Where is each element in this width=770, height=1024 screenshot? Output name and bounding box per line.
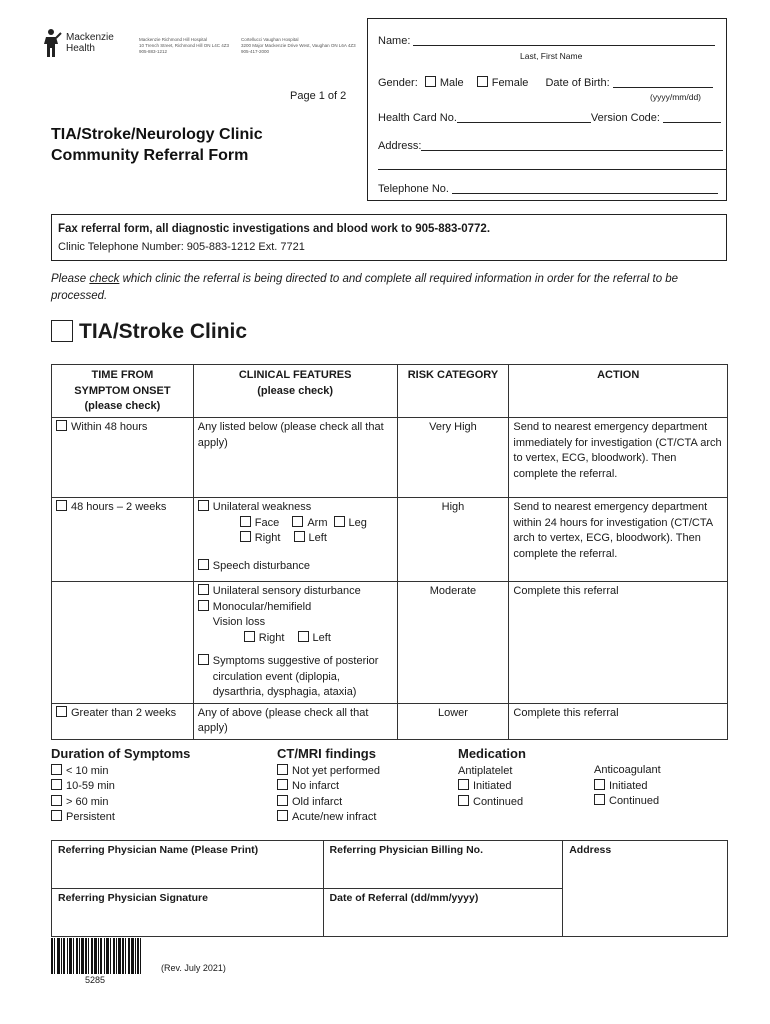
page-number: Page 1 of 2 bbox=[290, 90, 347, 102]
action-very-high: Send to nearest emergency department immediately for investigation (CT/CTA arch to vertex, ECG, bloodwork). Then complete the referral. bbox=[509, 418, 728, 498]
version-code-field[interactable] bbox=[663, 112, 721, 123]
fax-info-box bbox=[51, 214, 727, 261]
arm-checkbox[interactable] bbox=[292, 516, 303, 527]
address-field-2[interactable] bbox=[378, 159, 726, 170]
telephone-field[interactable] bbox=[452, 183, 718, 194]
weakness-right-checkbox[interactable] bbox=[240, 531, 251, 542]
face-checkbox[interactable] bbox=[240, 516, 251, 527]
dob-hint: (yyyy/mm/dd) bbox=[650, 92, 701, 102]
health-card-field[interactable] bbox=[457, 112, 591, 123]
anticoagulant-initiated-checkbox[interactable] bbox=[594, 779, 605, 790]
logo-figure-icon bbox=[44, 28, 62, 58]
tia-stroke-clinic-checkbox[interactable] bbox=[51, 320, 73, 342]
telephone-row: Telephone No. bbox=[378, 183, 718, 195]
clinical-any-listed: Any listed below (please check all that apply) bbox=[193, 418, 397, 498]
antiplatelet-initiated-checkbox[interactable] bbox=[458, 779, 469, 790]
duration-10-59-checkbox[interactable] bbox=[51, 779, 62, 790]
gender-row: Gender: Male Female Date of Birth: bbox=[378, 76, 713, 89]
no-infarct-checkbox[interactable] bbox=[277, 779, 288, 790]
monocular-checkbox[interactable] bbox=[198, 600, 209, 611]
greater-2-weeks-checkbox[interactable] bbox=[56, 706, 67, 717]
table-row: 48 hours – 2 weeks Unilateral weakness Face Arm Leg Right Left Speech disturbance High Send to nearest emergency department within 24 hours for investigation (CT/CTA arch to vertex, ECG, bloodwork). Then complete the referral. bbox=[52, 498, 728, 582]
logo-text: Mackenzie Health bbox=[66, 32, 114, 54]
speech-disturbance-checkbox[interactable] bbox=[198, 559, 209, 570]
anticoagulant-section: Anticoagulant Initiated Continued bbox=[594, 764, 661, 807]
fax-instruction: Fax referral form, all diagnostic investigations and blood work to 905-883-0772. bbox=[58, 223, 491, 235]
barcode-number: 5285 bbox=[85, 975, 106, 985]
48h-2weeks-checkbox[interactable] bbox=[56, 500, 67, 511]
hospital-address-1: Mackenzie Richmond Hill Hospital 10 Trench Street, Richmond Hill ON L4C 4Z3 905-883-1212 bbox=[139, 37, 230, 54]
action-lower: Complete this referral bbox=[509, 703, 728, 739]
risk-lower: Lower bbox=[397, 703, 509, 739]
action-moderate: Complete this referral bbox=[509, 582, 728, 704]
acute-infarct-checkbox[interactable] bbox=[277, 810, 288, 821]
medication-section: Medication Antiplatelet Initiated Continued bbox=[458, 746, 526, 808]
table-row: Greater than 2 weeks Any of above (please check all that apply) Lower Complete this referral bbox=[52, 703, 728, 739]
female-checkbox[interactable] bbox=[477, 76, 488, 87]
anticoagulant-continued-checkbox[interactable] bbox=[594, 794, 605, 805]
instruction-text: Please check which clinic the referral is being directed to and complete all required information in order for the referral to be processed. bbox=[51, 273, 679, 302]
address-row: Address: bbox=[378, 140, 723, 152]
hospital-address-2: Cortellucci Vaughan Hospital 3200 Major Mackenzie Drive West, Vaughan ON L6A 4Z3 905-417-2000 bbox=[241, 37, 356, 54]
risk-very-high: Very High bbox=[397, 418, 509, 498]
within-48-hours-checkbox[interactable] bbox=[56, 420, 67, 431]
revision-date: (Rev. July 2021) bbox=[161, 963, 226, 973]
duration-section: Duration of Symptoms < 10 min 10-59 min > 60 min Persistent bbox=[51, 746, 191, 823]
sensory-disturbance-checkbox[interactable] bbox=[198, 584, 209, 595]
old-infarct-checkbox[interactable] bbox=[277, 795, 288, 806]
form-title: TIA/Stroke/Neurology Clinic Community Referral Form bbox=[51, 126, 263, 164]
duration-persistent-checkbox[interactable] bbox=[51, 810, 62, 821]
name-hint: Last, First Name bbox=[520, 51, 583, 61]
header-clinical: CLINICAL FEATURES (please check) bbox=[193, 365, 397, 418]
duration-gt60-checkbox[interactable] bbox=[51, 795, 62, 806]
physician-table bbox=[51, 840, 728, 937]
duration-lt10-checkbox[interactable] bbox=[51, 764, 62, 775]
health-card-row: Health Card No. Version Code: bbox=[378, 112, 721, 124]
table-row: Unilateral sensory disturbance Monocular/hemifield Vision loss Right Left Symptoms suggestive of posterior circulation event (diplopia, dysarthria, dysphagia, ataxia) Moderate Complete this referral bbox=[52, 582, 728, 704]
physician-address-field[interactable]: Address bbox=[563, 841, 728, 937]
name-row: Name: bbox=[378, 35, 715, 47]
billing-number-field[interactable]: Referring Physician Billing No. bbox=[323, 841, 563, 889]
mackenzie-health-logo bbox=[44, 28, 144, 60]
dob-field[interactable] bbox=[613, 77, 713, 88]
action-high: Send to nearest emergency department within 24 hours for investigation (CT/CTA arch to vertex, ECG, bloodwork). Then complete the referral. bbox=[509, 498, 728, 582]
clinic-telephone: Clinic Telephone Number: 905-883-1212 Ext. 7721 bbox=[58, 241, 305, 253]
leg-checkbox[interactable] bbox=[334, 516, 345, 527]
address-line-2 bbox=[378, 159, 726, 171]
referral-date-field[interactable]: Date of Referral (dd/mm/yyyy) bbox=[323, 889, 563, 937]
ctmri-section: CT/MRI findings Not yet performed No infarct Old infarct Acute/new infract bbox=[277, 746, 381, 823]
patient-info-box bbox=[367, 18, 727, 201]
weakness-left-checkbox[interactable] bbox=[294, 531, 305, 542]
not-yet-performed-checkbox[interactable] bbox=[277, 764, 288, 775]
header-action: ACTION bbox=[509, 365, 728, 418]
header-time: TIME FROM SYMPTOM ONSET (please check) bbox=[52, 365, 194, 418]
physician-name-field[interactable]: Referring Physician Name (Please Print) bbox=[52, 841, 324, 889]
vision-right-checkbox[interactable] bbox=[244, 631, 255, 642]
address-field[interactable] bbox=[421, 140, 723, 151]
section-title: TIA/Stroke Clinic bbox=[51, 320, 247, 344]
physician-signature-field[interactable]: Referring Physician Signature bbox=[52, 889, 324, 937]
antiplatelet-continued-checkbox[interactable] bbox=[458, 795, 469, 806]
male-checkbox[interactable] bbox=[425, 76, 436, 87]
header-risk: RISK CATEGORY bbox=[397, 365, 509, 418]
clinical-any-above: Any of above (please check all that apply) bbox=[193, 703, 397, 739]
risk-moderate: Moderate bbox=[397, 582, 509, 704]
vision-left-checkbox[interactable] bbox=[298, 631, 309, 642]
unilateral-weakness-checkbox[interactable] bbox=[198, 500, 209, 511]
table-row: Within 48 hours Any listed below (please check all that apply) Very High Send to nearest emergency department immediately for investigation (CT/CTA arch to vertex, ECG, bloodwork). Then complete the referral. bbox=[52, 418, 728, 498]
posterior-circulation-checkbox[interactable] bbox=[198, 654, 209, 665]
table-header-row bbox=[52, 365, 728, 418]
barcode bbox=[51, 938, 141, 974]
risk-high: High bbox=[397, 498, 509, 582]
name-field[interactable] bbox=[413, 35, 715, 46]
clinical-table bbox=[51, 364, 728, 740]
